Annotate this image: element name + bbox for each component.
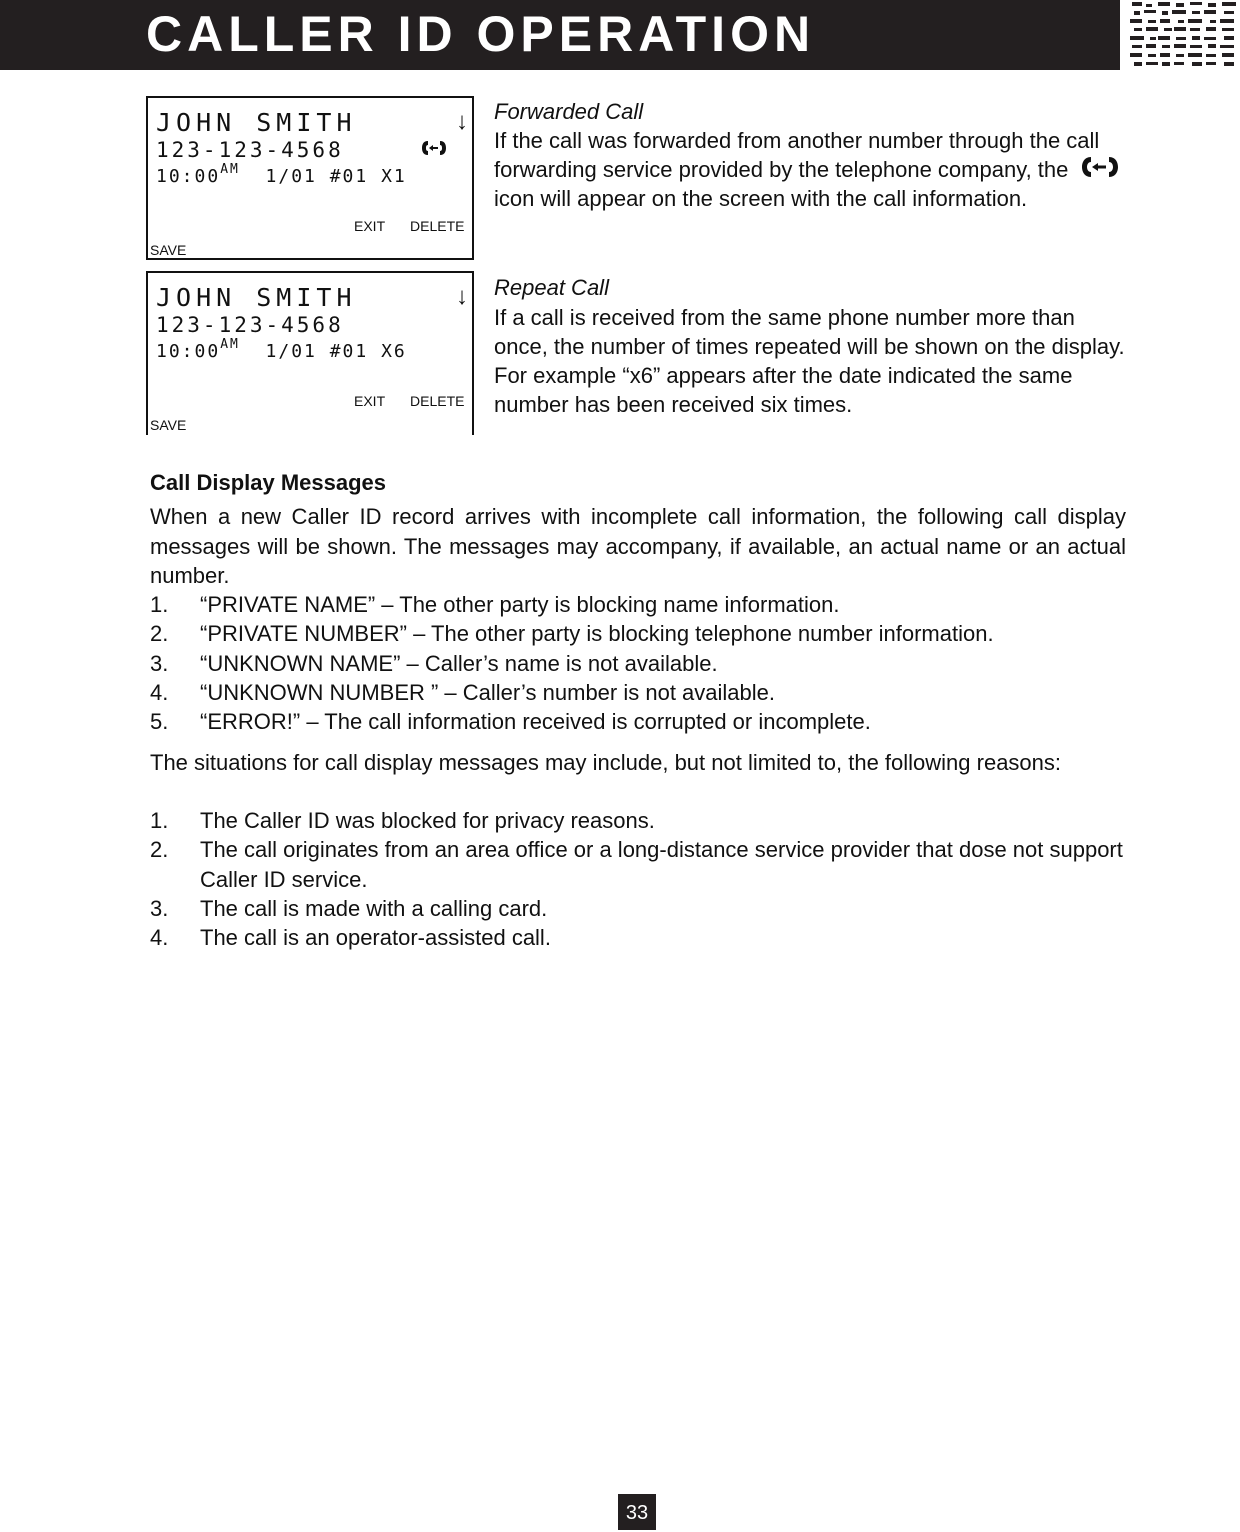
list-number: 5. — [150, 709, 169, 735]
list-number: 1. — [150, 808, 169, 833]
list-number: 2. — [150, 621, 169, 647]
save-softkey: SAVE — [150, 417, 187, 433]
list-text: The call originates from an area office or a long-distance service provider that dose not support Caller ID service. — [200, 837, 1123, 892]
reasons-list — [150, 806, 1130, 952]
call-date-info: 1/01 #01 X6 — [265, 341, 407, 362]
call-time-info — [156, 164, 407, 187]
list-text: “PRIVATE NUMBER” – The other party is blocking telephone number information. — [200, 621, 994, 647]
list-text: “UNKNOWN NUMBER ” – Caller’s number is not available. — [200, 679, 776, 705]
caller-number: 123-123-4568 — [156, 138, 344, 162]
list-item — [150, 707, 1130, 736]
delete-softkey: DELETE — [410, 393, 465, 409]
decorative-pattern — [1128, 0, 1240, 70]
call-time-info — [156, 339, 407, 362]
call-forward-icon — [1080, 155, 1120, 179]
page-title: CALLER ID OPERATION — [146, 6, 816, 62]
repeat-call-text: If a call is received from the same phone number more than once, the number of times repeated will be shown on the display. For example “x6” appears after the date indicated the same number has been received six times. — [494, 305, 1125, 417]
list-number: 3. — [150, 650, 169, 676]
list-item — [150, 649, 1130, 678]
caller-number: 123-123-4568 — [156, 313, 344, 337]
list-item — [150, 590, 1130, 619]
list-number: 3. — [150, 895, 169, 921]
reasons-intro: The situations for call display messages may include, but not limited to, the following reasons: — [150, 750, 1062, 775]
list-number: 1. — [150, 592, 169, 617]
arrow-down-icon: ↓ — [456, 108, 468, 135]
ampm: AM — [220, 337, 240, 352]
arrow-down-icon: ↓ — [456, 283, 468, 310]
list-item — [150, 923, 1130, 952]
exit-softkey: EXIT — [354, 218, 386, 234]
repeat-call-heading: Repeat Call — [494, 275, 609, 300]
lcd-display-forwarded — [146, 96, 474, 260]
exit-softkey: EXIT — [354, 393, 386, 409]
lcd-display-repeat — [146, 271, 474, 435]
list-text: “UNKNOWN NAME” – Caller’s name is not available. — [200, 650, 718, 676]
list-text: The Caller ID was blocked for privacy reasons. — [200, 808, 655, 833]
forwarded-text-after: icon will appear on the screen with the call information. — [494, 186, 1028, 211]
header-bar — [0, 0, 1120, 70]
list-item — [150, 894, 1130, 923]
call-time: 10:00 — [156, 341, 221, 362]
list-item — [150, 835, 1130, 894]
list-text: “PRIVATE NAME” – The other party is blocking name information. — [200, 592, 840, 617]
ampm: AM — [220, 162, 240, 177]
intro-paragraph: When a new Caller ID record arrives with incomplete call information, the following call display messages will be shown. The messages may accompany, if available, an actual name or an actual number. — [150, 504, 1126, 588]
forwarded-text-before: If the call was forwarded from another number through the call forwarding service provided by the telephone company, the — [494, 128, 1100, 182]
delete-softkey: DELETE — [410, 218, 465, 234]
save-softkey: SAVE — [150, 242, 187, 258]
page-number: 33 — [618, 1494, 656, 1530]
forwarded-call-heading: Forwarded Call — [494, 99, 644, 124]
list-number: 4. — [150, 925, 169, 951]
list-text: “ERROR!” – The call information received is corrupted or incomplete. — [200, 709, 871, 735]
list-number: 4. — [150, 679, 169, 705]
call-forward-icon — [420, 138, 448, 158]
caller-name: JOHN SMITH — [156, 108, 357, 137]
list-text: The call is an operator-assisted call. — [200, 925, 551, 951]
list-item — [150, 619, 1130, 648]
caller-name: JOHN SMITH — [156, 283, 357, 312]
call-date-info: 1/01 #01 X1 — [265, 166, 407, 187]
messages-list — [150, 590, 1130, 736]
list-text: The call is made with a calling card. — [200, 895, 548, 921]
forwarded-call-text — [494, 126, 1134, 213]
list-item — [150, 806, 1130, 835]
section-title: Call Display Messages — [150, 470, 387, 495]
call-time: 10:00 — [156, 166, 221, 187]
list-item — [150, 678, 1130, 707]
list-number: 2. — [150, 837, 169, 863]
